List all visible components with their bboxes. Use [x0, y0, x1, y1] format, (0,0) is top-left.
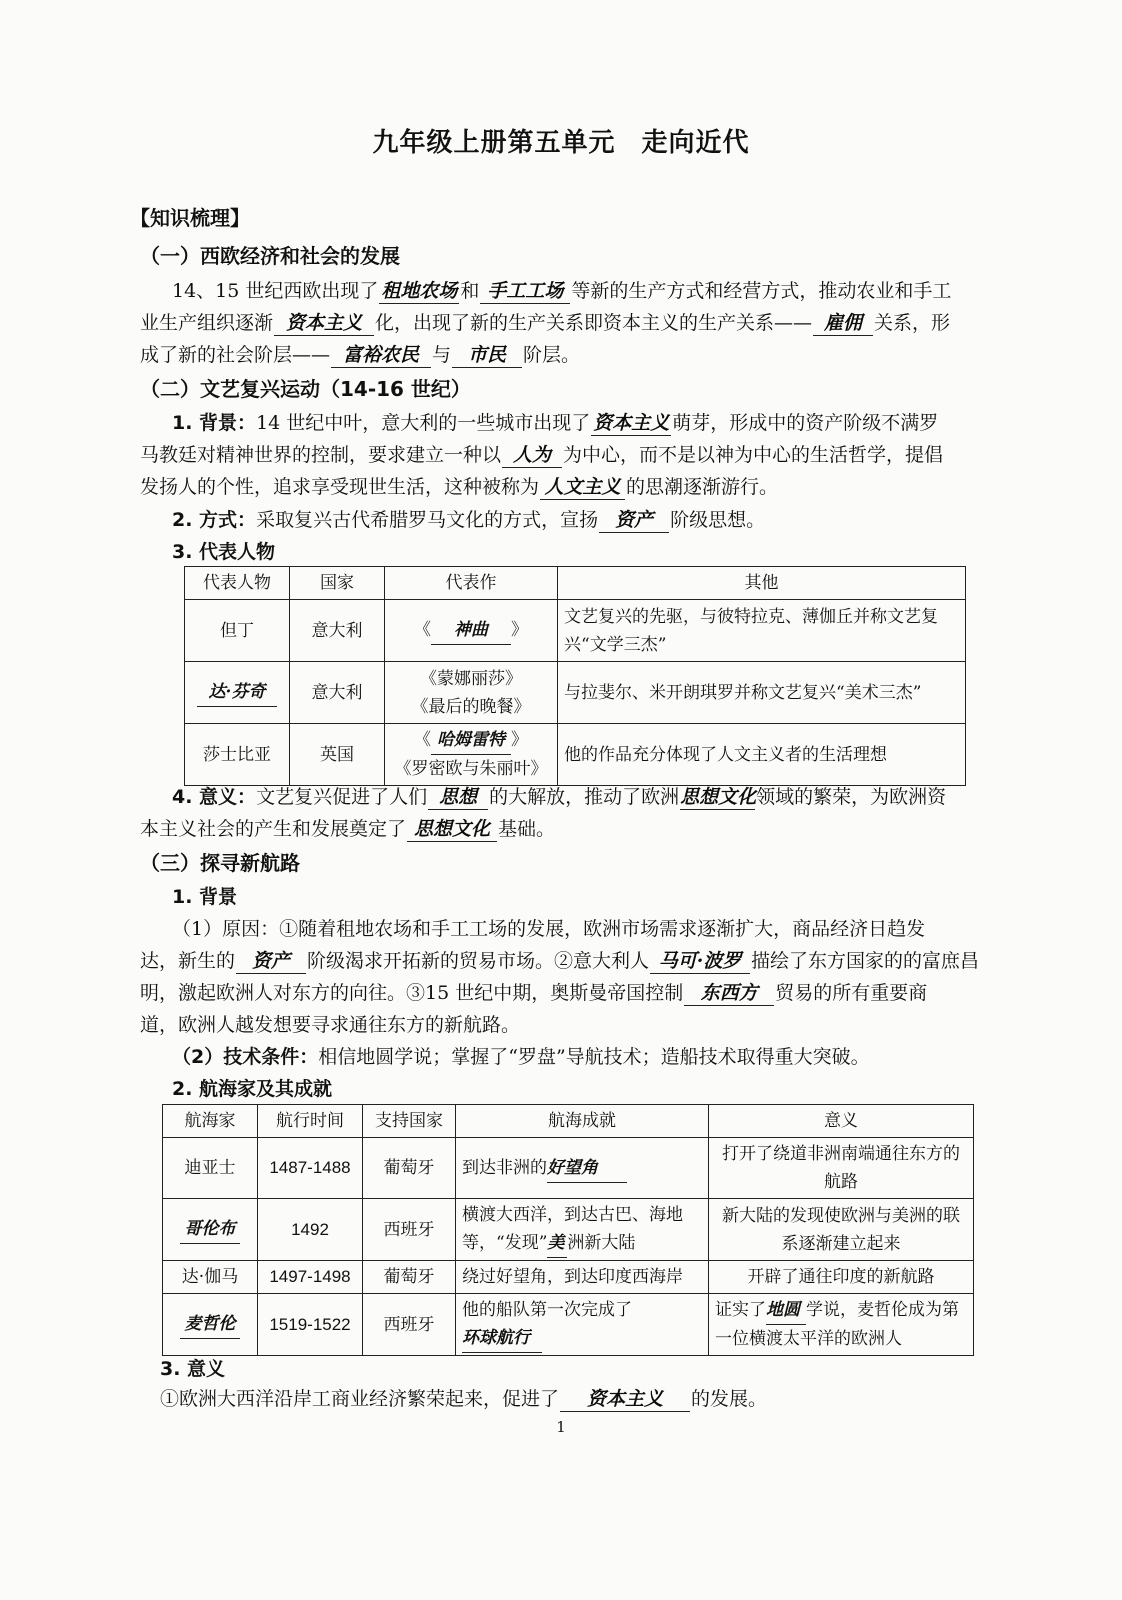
s3-reason-line1: （1）原因：①随着租地农场和手工工场的发展，欧洲市场需求逐渐扩大，商品经济日趋发 — [172, 918, 926, 940]
section1-heading: （一）西欧经济和社会的发展 — [140, 244, 400, 268]
answer-blank: 资本主义 — [560, 1387, 690, 1412]
table-row: 麦哲伦 1519-1522 西班牙 他的船队第一次完成了环球航行 证实了地圆 学说，麦哲伦成为第一位横渡太平洋的欧洲人 — [163, 1294, 974, 1356]
s3-sig-label: 3. 意义 — [160, 1358, 226, 1380]
answer-blank: 资本主义 — [593, 412, 670, 434]
answer-blank: 人为 — [502, 443, 562, 468]
answer-blank: 富裕农民 — [331, 343, 431, 368]
answer-blank: 雇佣 — [813, 311, 873, 336]
table-header: 航海家 — [163, 1105, 258, 1138]
answer-blank: 人文主义 — [540, 475, 625, 500]
table-header: 其他 — [558, 567, 966, 600]
answer-blank: 思想文化 — [407, 817, 497, 842]
table-row: 莎士比亚 英国 《 哈姆雷特 》 《罗密欧与朱丽叶》 他的作品充分体现了人文主义者的生活理想 — [185, 724, 966, 786]
answer-blank: 手工工场 — [480, 279, 570, 304]
answer-blank: 思想文化 — [680, 786, 757, 808]
table-row: 但丁 意大利 《 神曲 》 文艺复兴的先驱，与彼特拉克、薄伽丘并称文艺复兴“文学三杰” — [185, 600, 966, 662]
s2-sig-line2: 本主义社会的产生和发展奠定了 思想文化 基础。 — [140, 818, 556, 840]
navigators-table — [162, 1104, 974, 1356]
s2-bg-line3: 发扬人的个性，追求享受现世生活，这种被称为 人文主义 的思潮逐渐游行。 — [140, 476, 779, 498]
knowledge-header: 【知识梳理】 — [130, 206, 250, 230]
renaissance-table — [184, 566, 966, 786]
table-row: 迪亚士 1487-1488 葡萄牙 到达非洲的好望角 打开了绕道非洲南端通往东方的航路 — [163, 1138, 974, 1199]
table-row: 达·芬奇 意大利 《蒙娜丽莎》 《最后的晚餐》 与拉斐尔、米开朗琪罗并称文艺复兴“美术三杰” — [185, 662, 966, 724]
table-row: 哥伦布 1492 西班牙 横渡大西洋，到达古巴、海地等，“发现”美 洲新大陆 新大陆的发现使欧洲与美洲的联系逐渐建立起来 — [163, 1199, 974, 1261]
answer-blank: 东西方 — [684, 981, 774, 1006]
table-header: 航海成就 — [456, 1105, 709, 1138]
s3-bg-label: 1. 背景 — [172, 886, 238, 908]
table-header: 国家 — [290, 567, 385, 600]
section2-heading: （二）文艺复兴运动（14-16 世纪） — [140, 377, 471, 401]
s2-bg-line1: 1. 背景：14 世纪中叶，意大利的一些城市出现了 资本主义 萌芽，形成中的资产阶级不满罗 — [172, 412, 939, 434]
s2-way-line: 2. 方式：采取复兴古代希腊罗马文化的方式，宣扬 资产 阶级思想。 — [172, 509, 766, 531]
s3-tech-line: （2）技术条件：相信地圆学说；掌握了“罗盘”导航技术；造船技术取得重大突破。 — [172, 1046, 870, 1068]
answer-blank: 马可·波罗 — [650, 949, 750, 974]
answer-blank: 思想 — [428, 785, 488, 810]
s2-bg-line2: 马教廷对精神世界的控制，要求建立一种以 人为 为中心，而不是以神为中心的生活哲学，提倡 — [140, 444, 944, 466]
s3-sig-line: ①欧洲大西洋沿岸工商业经济繁荣起来，促进了 资本主义 的发展。 — [160, 1388, 768, 1410]
section3-heading: （三）探寻新航路 — [140, 851, 300, 875]
s1-line3: 成了新的社会阶层—— 富裕农民 与 市民 阶层。 — [140, 344, 581, 366]
answer-blank: 资本主义 — [274, 311, 374, 336]
answer-blank: 市民 — [452, 343, 522, 368]
s1-line1: 14、15 世纪西欧出现了 租地农场 和 手工工场 等新的生产方式和经营方式，推动农业和手工 — [172, 280, 952, 302]
answer-blank: 资产 — [599, 508, 669, 533]
s3-reason-line2: 达，新生的 资产 阶级渴求开拓新的贸易市场。②意大利人 马可·波罗 描绘了东方国家的的富庶昌 — [140, 950, 980, 972]
s3-reason-line3: 明，激起欧洲人对东方的向往。③15 世纪中期，奥斯曼帝国控制 东西方 贸易的所有重要商 — [140, 982, 928, 1004]
page-number: 1 — [556, 1418, 566, 1436]
s3-reason-line4: 道，欧洲人越发想要寻求通往东方的新航路。 — [140, 1014, 521, 1036]
table-row: 达·伽马 1497-1498 葡萄牙 绕过好望角，到达印度西海岸 开辟了通往印度的新航路 — [163, 1261, 974, 1294]
s1-line2: 业生产组织逐渐 资本主义 化，出现了新的生产关系即资本主义的生产关系—— 雇佣 关系，形 — [140, 312, 951, 334]
answer-blank: 资产 — [236, 949, 306, 974]
table-header: 代表作 — [385, 567, 558, 600]
page-title: 九年级上册第五单元 走向近代 — [372, 128, 750, 158]
s2-rep-label: 3. 代表人物 — [172, 541, 276, 563]
table-header: 航行时间 — [258, 1105, 363, 1138]
table-header: 意义 — [709, 1105, 974, 1138]
s3-nav-label: 2. 航海家及其成就 — [172, 1078, 333, 1100]
table-header: 代表人物 — [185, 567, 290, 600]
answer-blank: 租地农场 — [381, 280, 458, 302]
table-header: 支持国家 — [363, 1105, 456, 1138]
s2-sig-line1: 4. 意义：文艺复兴促进了人们 思想 的大解放，推动了欧洲思想文化领域的繁荣，为欧洲资 — [172, 786, 947, 808]
